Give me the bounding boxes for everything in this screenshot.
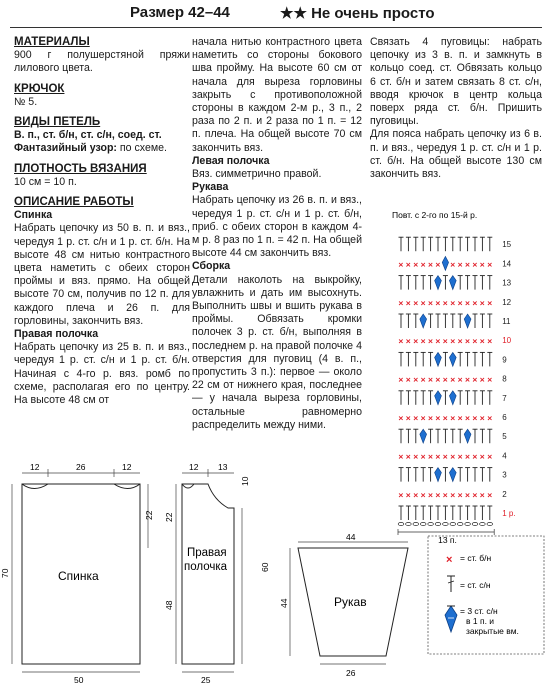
sc-stitch-mark: × [450, 413, 456, 423]
sc-stitch-mark: × [435, 413, 441, 423]
chart-row-number: 8 [502, 374, 507, 384]
cluster-icon [445, 606, 457, 632]
sc-stitch-mark: × [420, 413, 426, 423]
sc-stitch-mark: × [435, 489, 441, 500]
sc-stitch-mark: × [457, 413, 463, 423]
back-label: Спинка [58, 569, 99, 583]
sc-stitch-mark: × [428, 336, 433, 347]
sc-stitch-mark: × [479, 413, 485, 423]
sc-stitch-mark: × [472, 259, 478, 270]
cluster-stitch-mark [420, 314, 427, 328]
back-height: 70 [0, 568, 10, 578]
sc-stitch-mark: × [450, 336, 456, 347]
cluster-stitch-mark [420, 429, 427, 443]
sleeve-bottom: 26 [346, 668, 356, 678]
cluster-stitch-mark [442, 256, 448, 270]
front-top-left: 12 [189, 462, 199, 472]
left-front-title: Левая полочка [192, 154, 270, 167]
back-bottom: 50 [74, 675, 84, 685]
sc-stitch-mark: × [457, 451, 463, 462]
hook-text: № 5. [14, 95, 38, 108]
sc-stitch-mark: × [398, 259, 404, 270]
sc-stitch-mark: × [428, 413, 433, 423]
back-schematic [0, 462, 154, 685]
sc-stitch-mark: × [405, 259, 411, 270]
sc-stitch-mark: × [405, 489, 411, 500]
chart-legend [428, 536, 544, 654]
sc-stitch-mark: × [479, 374, 485, 385]
sc-stitch-mark: × [472, 451, 478, 462]
sc-stitch-mark: × [487, 413, 493, 423]
legend-cluster-2: в 1 п. и [466, 616, 495, 626]
sleeve-schematic [279, 532, 408, 678]
assembly-title: Сборка [192, 260, 231, 273]
fancy-pattern-text: по схеме. [119, 142, 167, 155]
sc-stitch-mark: × [472, 336, 478, 347]
difficulty-label [280, 4, 435, 22]
sc-stitch-mark: × [398, 336, 404, 347]
sc-stitch-mark: × [450, 451, 456, 462]
chart-row-number: 6 [502, 413, 507, 422]
back-armhole: 22 [144, 510, 154, 520]
right-front-text: Набрать цепочку из 25 в. п. и вяз., чередуя 1 р. ст. с/н и 1 р. ст. б/н. Начиная с 4-го р. вяз. ромб по схеме, располагая его по центру. На высоте 48 см от [14, 341, 190, 407]
sc-stitch-mark: × [472, 297, 478, 308]
chart-row [398, 375, 507, 385]
sc-stitch-mark: × [465, 489, 470, 500]
sc-stitch-mark: × [413, 374, 419, 385]
chart-row [399, 237, 512, 251]
chart-row-number: 9 [502, 355, 507, 365]
chart-row [398, 336, 511, 346]
front-top-right: 13 [218, 462, 228, 472]
sc-stitch-mark: × [472, 413, 478, 423]
sc-stitch-mark: × [479, 297, 485, 308]
right-front-continued: начала нитью контрастного цвета наметить со стороны бокового шва пройму. На высоте 60 см от начала для выреза горловины закрыть с противоположной стороны в каждом 2-м р., 3 п., 2 раза по 2 п. и 2 раза по 1 п. = 12 п. плеча. На общей высоте 70 см закончить вяз. [192, 36, 362, 154]
sc-stitch-mark: × [472, 374, 478, 385]
sc-stitch-mark: × [457, 336, 463, 347]
stitches-list: В. п., ст. б/н, ст. с/н, соед. ст. [14, 129, 162, 142]
sc-stitch-mark: × [450, 489, 456, 500]
sleeve-height: 44 [279, 598, 289, 608]
sc-stitch-mark: × [413, 489, 419, 500]
sc-stitch-mark: × [405, 374, 411, 385]
sc-stitch-mark: × [479, 451, 485, 462]
materials-title: МАТЕРИАЛЫ [14, 36, 90, 48]
chart-row [399, 276, 512, 290]
sc-stitch-mark: × [479, 489, 485, 500]
sc-icon: × [446, 554, 453, 566]
sc-stitch-mark: × [487, 336, 493, 347]
sc-stitch-mark: × [405, 451, 411, 462]
sc-stitch-mark: × [442, 297, 448, 308]
sc-stitch-mark: × [465, 297, 470, 308]
sc-stitch-mark: × [420, 336, 426, 347]
size-label: Размер 42–44 [130, 4, 230, 21]
text-column-3 [370, 36, 542, 181]
cluster-stitch-mark [435, 352, 442, 366]
sc-stitch-mark: × [428, 297, 433, 308]
cluster-stitch-mark [435, 276, 442, 290]
sleeve-top: 44 [346, 532, 356, 542]
sc-stitch-mark: × [398, 489, 404, 500]
chart-row-number: 11 [502, 317, 511, 326]
sc-stitch-mark: × [487, 374, 493, 385]
sc-stitch-mark: × [450, 374, 456, 385]
sc-stitch-mark: × [420, 489, 426, 500]
sleeve-label: Рукав [334, 595, 367, 609]
sc-stitch-mark: × [435, 374, 441, 385]
sc-stitch-mark: × [435, 451, 441, 462]
description-title: ОПИСАНИЕ РАБОТЫ [14, 196, 134, 209]
materials-text: 900 г полушерстяной пряжи лилового цвета. [14, 49, 190, 75]
back-title: Спинка [14, 209, 53, 222]
chart-width-label: 13 п. [438, 535, 457, 545]
chart-row-number: 2 [502, 489, 507, 499]
chart-row-number: 14 [502, 259, 512, 269]
cluster-stitch-mark [464, 314, 471, 328]
text-column-2 [192, 36, 362, 432]
cluster-stitch-mark [435, 391, 442, 405]
cluster-stitch-mark [449, 352, 456, 366]
hook-title: КРЮЧОК [14, 82, 65, 95]
sc-stitch-mark: × [435, 336, 441, 347]
sc-stitch-mark: × [465, 259, 470, 270]
sc-stitch-mark: × [450, 297, 456, 308]
chart-row [399, 391, 508, 405]
sc-stitch-mark: × [479, 336, 485, 347]
sc-stitch-mark: × [413, 413, 419, 423]
fancy-pattern [14, 142, 190, 155]
sc-stitch-mark: × [420, 297, 426, 308]
sc-stitch-mark: × [457, 259, 463, 270]
sc-stitch-mark: × [420, 451, 426, 462]
sc-stitch-mark: × [487, 489, 493, 500]
legend-cluster-3: закрытые вм. [466, 626, 519, 636]
chart-row-number: 4 [502, 451, 507, 461]
cluster-stitch-mark [449, 276, 456, 290]
sc-stitch-mark: × [405, 336, 411, 347]
sc-stitch-mark: × [442, 489, 448, 500]
dc-icon [447, 576, 455, 592]
legend-sc: = ст. б/н [460, 553, 492, 563]
stars-icon: ★★ [280, 5, 307, 22]
front-side: 48 [164, 600, 174, 610]
sc-stitch-mark: × [457, 489, 463, 500]
sc-stitch-mark: × [398, 451, 404, 462]
chart-row [399, 429, 508, 443]
text-column-1 [14, 36, 190, 407]
sc-stitch-mark: × [435, 297, 441, 308]
sc-stitch-mark: × [465, 413, 470, 423]
sleeve-title: Рукава [192, 181, 229, 194]
chart-row-number: 15 [502, 240, 512, 250]
header-rule [10, 27, 542, 28]
header [0, 0, 552, 30]
back-top-left: 12 [30, 462, 40, 472]
legend-dc: = ст. с/н [460, 580, 491, 590]
sc-stitch-mark: × [465, 336, 470, 347]
sc-stitch-mark: × [465, 374, 470, 385]
chart-row-number: 7 [502, 393, 507, 403]
front-label-line1: Правая [187, 547, 227, 559]
sc-stitch-mark: × [428, 489, 433, 500]
sc-stitch-mark: × [413, 336, 419, 347]
assembly-text: Детали наколоть на выкройку, увлажнить и дать им высохнуть. Выполнить швы и вшить рукава в проймы. Обвязать кромки полочек 3 р. ст. б/н, выполняя в последнем р. на правой полочке 4 отверстия для пуговиц (4 в. п., пропустить 3 п.): первое — около 22 см от нижнего края, последнее — у начала выреза горловины, остальные равномерно распределить между ними. [192, 273, 362, 431]
chart-repeat-note: Повт. с 2-го по 15-й р. [392, 210, 478, 220]
sc-stitch-mark: × [479, 259, 485, 270]
sc-stitch-mark: × [398, 374, 404, 385]
front-label-line2: полочка [184, 561, 228, 573]
sc-stitch-mark: × [398, 413, 404, 423]
right-front-title: Правая полочка [14, 328, 99, 341]
sc-stitch-mark: × [413, 259, 419, 270]
front-schematic [164, 462, 270, 685]
buttons-text: Связать 4 пуговицы: набрать цепочку из 3 в. п. и замкнуть в кольцо соед. ст. Обвязать кольцо 6 ст. б/н и затем связать 8 ст. с/н, вводя крючок в центр кольца поверх ряда ст. б/н. Пришить пуговицы. [370, 36, 542, 128]
chart-row [399, 314, 512, 328]
difficulty-text: Не очень просто [311, 5, 435, 22]
fancy-pattern-label: Фантазийный узор: [14, 142, 117, 155]
cluster-stitch-mark [464, 429, 471, 443]
gauge-text: 10 см = 10 п. [14, 175, 77, 188]
sc-stitch-mark: × [428, 451, 433, 462]
sc-stitch-mark: × [420, 374, 426, 385]
back-top-mid: 26 [76, 462, 86, 472]
chart-row [399, 352, 508, 366]
sc-stitch-mark: × [457, 297, 463, 308]
sc-stitch-mark: × [398, 297, 404, 308]
legend-cluster-1: = 3 ст. с/н [460, 606, 498, 616]
stitches-title: ВИДЫ ПЕТЕЛЬ [14, 116, 101, 129]
sc-stitch-mark: × [413, 297, 419, 308]
sc-stitch-mark: × [487, 451, 493, 462]
chart-row [398, 413, 507, 423]
chart-row-number: 13 [502, 278, 512, 288]
sc-stitch-mark: × [428, 374, 433, 385]
sc-stitch-mark: × [442, 374, 448, 385]
sc-stitch-mark: × [450, 259, 456, 270]
cluster-stitch-mark [449, 391, 456, 405]
chart-row-number: 5 [502, 432, 507, 442]
front-bottom: 25 [201, 675, 211, 685]
chart-row-number: 10 [502, 336, 512, 346]
back-text: Набрать цепочку из 50 в. п. и вяз., чередуя 1 р. ст. с/н и 1 р. ст. б/н. На высоте 48 см нитью контрастного цвета наметить с обеих сторон проймы и вяз. прямо. На общей высоте 70 см, получив по 12 п. для каждого плеча и 26 п. для горловины, закончить вяз. [14, 222, 190, 327]
chart-row-number: 12 [502, 297, 512, 307]
chart-row-number: 3 [502, 470, 507, 480]
front-neck: 10 [240, 476, 250, 486]
left-front-text: Вяз. симметрично правой. [192, 168, 322, 181]
garment-schematics [0, 460, 552, 690]
chart-row [398, 256, 511, 270]
gauge-title: ПЛОТНОСТЬ ВЯЗАНИЯ [14, 162, 147, 175]
belt-text: Для пояса набрать цепочку из 6 в. п. и вяз., чередуя 1 р. ст. с/н и 1 р. ст. б/н. На общей высоте 130 см закончить вяз. [370, 128, 542, 181]
front-height: 60 [260, 562, 270, 572]
sc-stitch-mark: × [487, 297, 493, 308]
sc-stitch-mark: × [420, 259, 426, 270]
sleeve-text: Набрать цепочку из 26 в. п. и вяз., чередуя 1 р. ст. с/н и 1 р. ст. б/н, приб. с обеих сторон в каждом 4-м р. 8 раз по 1 п. = 42 п. На общей высоте 44 см закончить вяз. [192, 194, 362, 260]
back-top-right: 12 [122, 462, 132, 472]
sc-stitch-mark: × [405, 413, 411, 423]
sc-stitch-mark: × [465, 451, 470, 462]
sc-stitch-mark: × [442, 336, 448, 347]
sc-stitch-mark: × [405, 297, 411, 308]
chart-row-number: 1 р. [502, 509, 516, 518]
sc-stitch-mark: × [435, 259, 441, 270]
chart-row [398, 298, 511, 308]
sc-stitch-mark: × [487, 259, 493, 270]
sc-stitch-mark: × [428, 259, 433, 270]
sc-stitch-mark: × [457, 374, 463, 385]
sc-stitch-mark: × [413, 451, 419, 462]
sc-stitch-mark: × [472, 489, 478, 500]
sc-stitch-mark: × [442, 413, 448, 423]
front-armhole: 22 [164, 512, 174, 522]
sc-stitch-mark: × [442, 451, 448, 462]
